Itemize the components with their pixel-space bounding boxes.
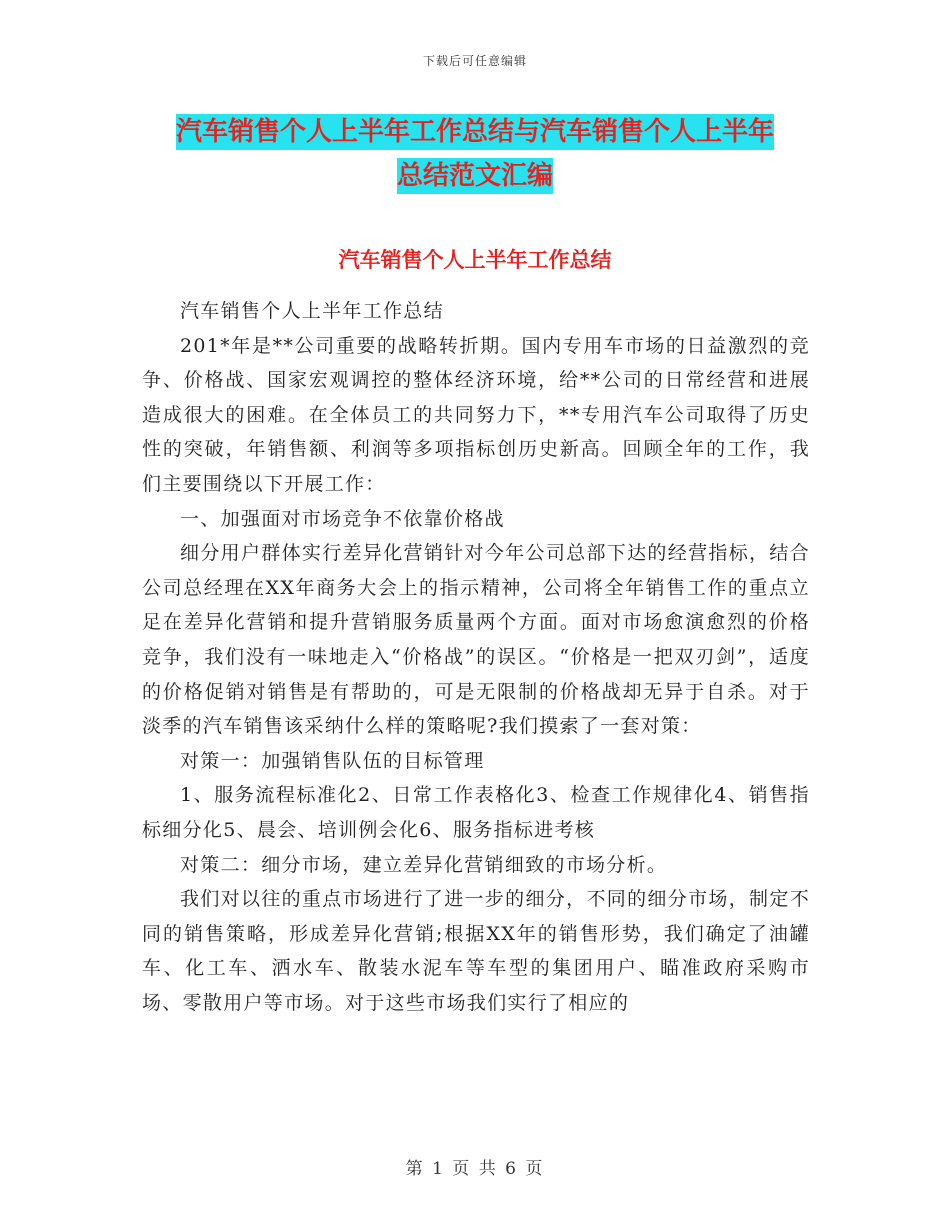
paragraph: 1、服务流程标准化2、日常工作表格化3、检查工作规律化4、销售指标细分化5、晨会、培训例会化6、服务指标进考核 bbox=[142, 784, 810, 841]
paragraph: 201*年是**公司重要的战略转折期。国内专用车市场的日益激烈的竞争、价格战、国家宏观调控的整体经济环境，给**公司的日常经营和进展造成很大的困难。在全体员工的共同努力下，**专用汽车公司取得了历史性的突破，年销售额、利润等多项指标创历史新高。回顾全年的工作，我们主要围绕以下开展工作： bbox=[142, 334, 810, 495]
paragraph: 对策二：细分市场，建立差异化营销细致的市场分析。 bbox=[180, 853, 668, 876]
paragraph: 细分用户群体实行差异化营销针对今年公司总部下达的经营指标，结合公司总经理在XX年商务大会上的指示精神，公司将全年销售工作的重点立足在差异化营销和提升营销服务质量两个方面。面对市场愈演愈烈的价格竞争，我们没有一味地走入“价格战”的误区。“价格是一把双刃剑”，适度的价格促销对销售是有帮助的，可是无限制的价格战却无异于自杀。对于淡季的汽车销售该采纳什么样的策略呢?我们摸索了一套对策： bbox=[142, 542, 810, 738]
section-title: 汽车销售个人上半年工作总结 bbox=[338, 248, 612, 272]
page-number: 第 1 页 共 6 页 bbox=[405, 1159, 545, 1179]
document-title-line-1: 汽车销售个人上半年工作总结与汽车销售个人上半年 bbox=[176, 114, 774, 150]
paragraph: 一、加强面对市场竞争不依靠价格战 bbox=[180, 507, 505, 530]
document-title bbox=[0, 110, 950, 198]
header-note: 下载后可任意编辑 bbox=[422, 54, 527, 68]
paragraph: 汽车销售个人上半年工作总结 bbox=[180, 300, 444, 322]
document-title-line-2: 总结范文汇编 bbox=[397, 158, 553, 194]
paragraph: 我们对以往的重点市场进行了进一步的细分，不同的细分市场，制定不同的销售策略，形成差异化营销;根据XX年的销售形势，我们确定了油罐车、化工车、洒水车、散装水泥车等车型的集团用户、瞄准政府采购市场、零散用户等市场。对于这些市场我们实行了相应的 bbox=[142, 888, 810, 1014]
document-body bbox=[142, 294, 810, 1020]
paragraph: 对策一：加强销售队伍的目标管理 bbox=[180, 749, 485, 772]
